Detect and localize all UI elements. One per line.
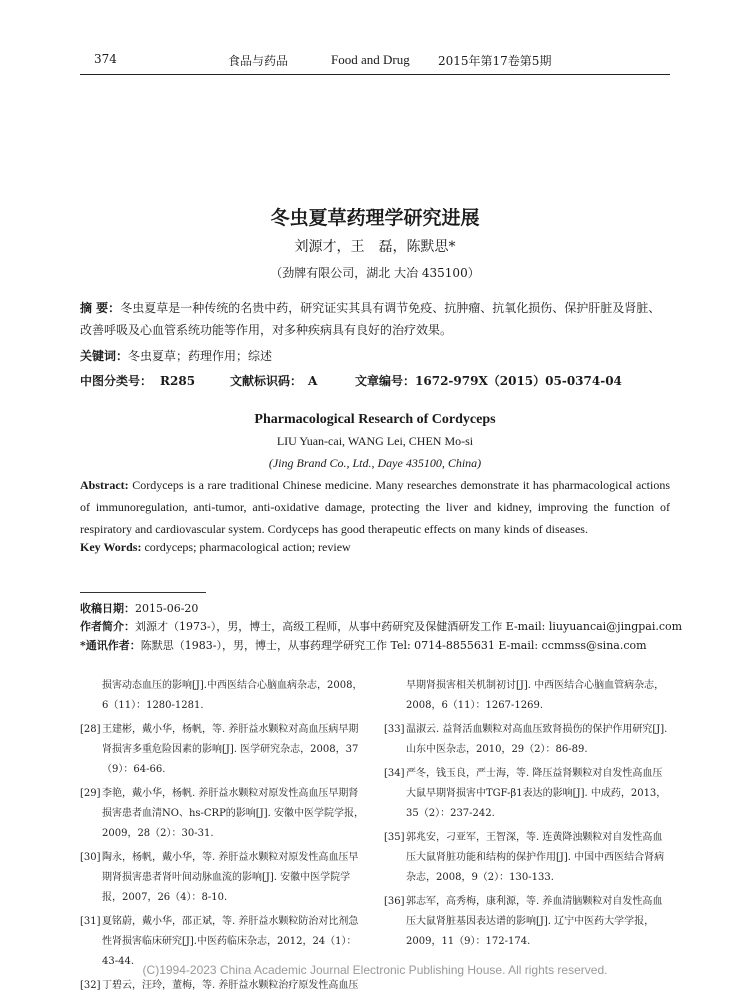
corresponding-author [80, 637, 647, 653]
keywords-label-cn: 关键词： [80, 349, 129, 363]
footnote-divider [80, 592, 206, 593]
received-label: 收稿日期： [80, 602, 135, 615]
reference-text: 早期肾损害相关机制初讨[J]. 中西医结合心脑血管病杂志，2008，6（11）：1267-1269. [406, 680, 665, 711]
received-value: 2015-06-20 [135, 602, 199, 615]
reference-text: 郭兆安，刁亚军，王智深，等. 连黄降浊颗粒对自发性高血压大鼠肾脏功能和结构的保护作用[J]. 中国中西医结合肾病杂志，2008，9（2）：130-133. [406, 832, 665, 883]
reference-number: [34] [384, 768, 405, 779]
reference-number: [29] [80, 788, 101, 799]
references-right-column [384, 676, 670, 952]
keywords-text-cn: 冬虫夏草；药理作用；综述 [128, 349, 273, 363]
affiliation-cn: （劲牌有限公司，湖北 大冶 435100） [270, 266, 480, 280]
authors-en: LIU Yuan-cai, WANG Lei, CHEN Mo-si [276, 434, 474, 448]
keywords-cn [80, 347, 272, 364]
abstract-en [80, 474, 670, 540]
corr-label: *通讯作者： [80, 639, 141, 652]
affiliation-en: (Jing Brand Co., Ltd., Daye 435100, China) [268, 456, 482, 470]
reference-number: [28] [80, 724, 101, 735]
keywords-label-en: Key Words: [80, 540, 142, 554]
reference-item [384, 828, 670, 888]
reference-item [384, 892, 670, 952]
reference-number: [35] [384, 832, 405, 843]
article-title-en: Pharmacological Research of Cordyceps [254, 412, 496, 427]
reference-number: [31] [80, 916, 101, 927]
copyright-notice: (C)1994-2023 China Academic Journal Electronic Publishing House. All rights reserved. [142, 963, 608, 977]
keywords-text-en: cordyceps; pharmacological action; review [144, 540, 351, 554]
reference-number: [30] [80, 852, 101, 863]
references-left-column [80, 676, 365, 996]
reference-item [80, 976, 365, 996]
reference-text: 夏铭蔚，戴小华，邵正斌，等. 养肝益水颗粒防治对比剂急性肾损害临床研究[J].中医药临床杂志，2012，24（1）：43-44. [102, 916, 359, 967]
abstract-label-en: Abstract: [80, 478, 129, 492]
reference-item [384, 764, 670, 824]
reference-item [80, 784, 365, 844]
reference-text: 李艳，戴小华，杨帆. 养肝益水颗粒对原发性高血压早期肾损害患者血清NO、hs-CRP的影响[J]. 安徽中医学院学报，2009，28（2）：30-31. [102, 788, 364, 839]
keywords-en [80, 540, 351, 555]
article-no-value: 1672-979X（2015）05-0374-04 [415, 374, 622, 388]
reference-text: 王建彬，戴小华，杨帆，等. 养肝益水颗粒对高血压病早期肾损害多重危险因素的影响[J]. 医学研究杂志，2008，37（9）：64-66. [102, 724, 359, 775]
article-title-cn: 冬虫夏草药理学研究进展 [270, 207, 480, 229]
received-date [80, 600, 198, 616]
reference-text: 陶永，杨帆，戴小华，等. 养肝益水颗粒对原发性高血压早期肾损害患者肾叶间动脉血流的影响[J]. 安徽中医学院学报，2007，26（4）：8-10. [102, 852, 359, 903]
reference-item [384, 720, 670, 760]
author-bio-label: 作者简介： [80, 620, 135, 633]
author-bio [80, 618, 682, 634]
clc-value: R285 [160, 374, 196, 388]
abstract-text-en: Cordyceps is a rare traditional Chinese medicine. Many researches demonstrate it has pharmacological actions of immunoregulation, anti-tumor, anti-oxidative damage, protecting the liver and kidney, improving the function of respiratory and cardiovascular system. Cordyceps has good therapeutic effects on many kinds of diseases. [80, 478, 670, 536]
reference-text: 严冬，钱玉良，严士海，等. 降压益肾颗粒对自发性高血压大鼠早期肾损害中TGF-β1表达的影响[J]. 中成药，2013，35（2）：237-242. [406, 768, 667, 819]
clc-label: 中图分类号： [80, 374, 153, 388]
reference-number [384, 676, 406, 716]
doc-code-value: A [308, 374, 318, 388]
reference-text: 损害动态血压的影响[J].中西医结合心脑血病杂志，2008，6（11）：1280-1281. [102, 680, 363, 711]
abstract-label-cn: 摘 要： [80, 301, 121, 315]
reference-text: 温淑云. 益肾活血颗粒对高血压致肾损伤的保护作用研究[J]. 山东中医杂志，2010，29（2）：86-89. [406, 724, 668, 755]
reference-item [384, 676, 670, 716]
article-no-label: 文章编号： [355, 374, 416, 388]
reference-text: 丁碧云，汪玲，董梅，等. 养肝益水颗粒治疗原发性高血压 [102, 980, 359, 991]
authors-cn: 刘源才，王 磊，陈默思* [294, 239, 456, 255]
clc-code [80, 372, 195, 389]
journal-name-en: Food and Drug [331, 52, 410, 67]
document-code [230, 372, 317, 389]
issue-info: 2015年第17卷第5期 [438, 54, 552, 68]
reference-number [80, 676, 102, 716]
reference-text: 郭志军，高秀梅，康利源，等. 养血清脑颗粒对自发性高血压大鼠肾脏基因表达谱的影响[J]. 辽宁中医药大学学报，2009，11（9）：172-174. [406, 896, 663, 947]
journal-name-cn: 食品与药品 [228, 54, 289, 68]
reference-item [80, 676, 365, 716]
author-bio-text: 刘源才（1973-），男，博士，高级工程师，从事中药研究及保健酒研发工作 E-mail: liuyuancai@jingpai.com [135, 620, 683, 633]
header-rule [80, 74, 670, 75]
abstract-text-cn: 冬虫夏草是一种传统的名贵中药，研究证实其具有调节免疫、抗肿瘤、抗氧化损伤、保护肝脏及肾脏、改善呼吸及心血管系统功能等作用，对多种疾病具有良好的治疗效果。 [80, 301, 661, 337]
reference-number: [32] [80, 980, 101, 991]
corr-text: 陈默思（1983-），男，博士，从事药理学研究工作 Tel: 0714-8855631 E-mail: ccmmss@sina.com [140, 639, 647, 652]
abstract-cn [80, 297, 670, 341]
doc-code-label: 文献标识码： [230, 374, 303, 388]
article-number [355, 372, 622, 389]
reference-number: [33] [384, 724, 405, 735]
reference-item [80, 848, 365, 908]
reference-number: [36] [384, 896, 405, 907]
reference-item [80, 720, 365, 780]
page-number: 374 [94, 52, 117, 66]
